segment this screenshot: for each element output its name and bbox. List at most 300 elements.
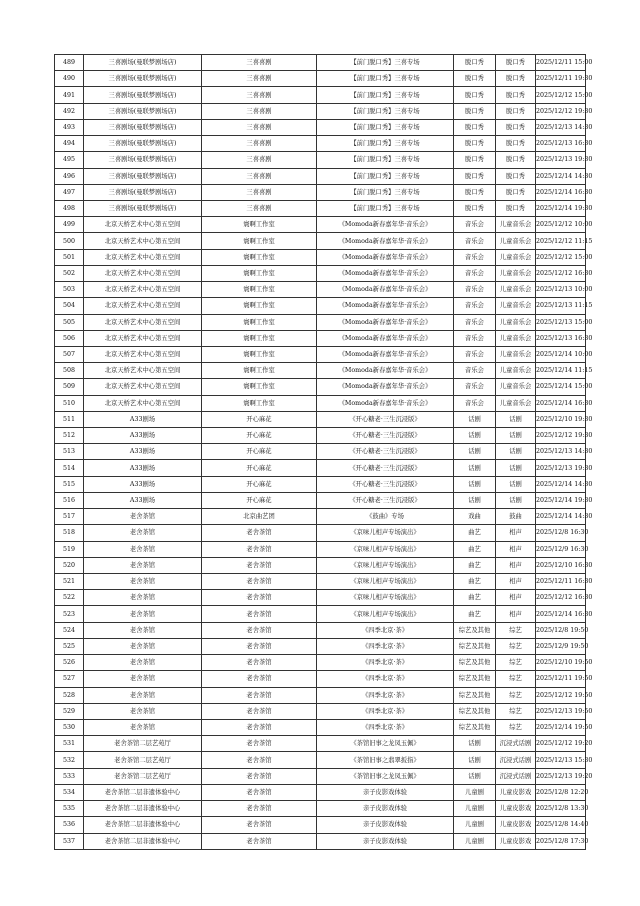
program-cell: 《京味儿相声专场演出》 bbox=[317, 541, 454, 557]
program-cell: 【前门脱口秀】三喜专场 bbox=[317, 168, 454, 184]
category-cell: 儿童剧 bbox=[454, 784, 496, 800]
subcategory-cell: 综艺 bbox=[496, 687, 536, 703]
venue-cell: 三喜剧场(曼联梦剧场店) bbox=[84, 119, 202, 135]
datetime-cell: 2025/12/13 19:20 bbox=[536, 768, 586, 784]
datetime-cell: 2025/12/13 11:15 bbox=[536, 298, 586, 314]
table-row bbox=[55, 476, 586, 492]
organizer-cell: 老舍茶馆 bbox=[202, 752, 317, 768]
organizer-cell: 寰啊工作室 bbox=[202, 298, 317, 314]
subcategory-cell: 脱口秀 bbox=[496, 200, 536, 216]
row-number: 494 bbox=[55, 136, 84, 152]
row-number: 509 bbox=[55, 379, 84, 395]
venue-cell: 老舍茶馆 bbox=[84, 606, 202, 622]
table-row bbox=[55, 55, 586, 71]
datetime-cell: 2025/12/13 10:00 bbox=[536, 282, 586, 298]
venue-cell: 老舍茶馆 bbox=[84, 622, 202, 638]
datetime-cell: 2025/12/14 16:30 bbox=[536, 184, 586, 200]
venue-cell: 三喜剧场(曼联梦剧场店) bbox=[84, 71, 202, 87]
organizer-cell: 三喜喜剧 bbox=[202, 103, 317, 119]
organizer-cell: 寰啊工作室 bbox=[202, 233, 317, 249]
table-row bbox=[55, 703, 586, 719]
organizer-cell: 三喜喜剧 bbox=[202, 119, 317, 135]
subcategory-cell: 话剧 bbox=[496, 476, 536, 492]
datetime-cell: 2025/12/14 15:00 bbox=[536, 379, 586, 395]
program-cell: 【前门脱口秀】三喜专场 bbox=[317, 87, 454, 103]
organizer-cell: 老舍茶馆 bbox=[202, 817, 317, 833]
row-number: 520 bbox=[55, 557, 84, 573]
category-cell: 综艺及其他 bbox=[454, 719, 496, 735]
program-cell: 【前门脱口秀】三喜专场 bbox=[317, 55, 454, 71]
subcategory-cell: 相声 bbox=[496, 574, 536, 590]
row-number: 536 bbox=[55, 817, 84, 833]
datetime-cell: 2025/12/8 13:30 bbox=[536, 801, 586, 817]
organizer-cell: 开心麻花 bbox=[202, 444, 317, 460]
program-cell: 亲子皮影戏体验 bbox=[317, 817, 454, 833]
row-number: 501 bbox=[55, 249, 84, 265]
subcategory-cell: 沉浸式话剧 bbox=[496, 768, 536, 784]
program-cell: 【前门脱口秀】三喜专场 bbox=[317, 200, 454, 216]
venue-cell: 三喜剧场(曼联梦剧场店) bbox=[84, 168, 202, 184]
program-cell: 【前门脱口秀】三喜专场 bbox=[317, 152, 454, 168]
subcategory-cell: 脱口秀 bbox=[496, 136, 536, 152]
datetime-cell: 2025/12/11 19:30 bbox=[536, 71, 586, 87]
category-cell: 音乐会 bbox=[454, 330, 496, 346]
category-cell: 脱口秀 bbox=[454, 103, 496, 119]
venue-cell: 北京天桥艺术中心第五空间 bbox=[84, 249, 202, 265]
category-cell: 音乐会 bbox=[454, 363, 496, 379]
venue-cell: 三喜剧场(曼联梦剧场店) bbox=[84, 136, 202, 152]
venue-cell: 北京天桥艺术中心第五空间 bbox=[84, 379, 202, 395]
subcategory-cell: 综艺 bbox=[496, 671, 536, 687]
row-number: 495 bbox=[55, 152, 84, 168]
subcategory-cell: 沉浸式话剧 bbox=[496, 752, 536, 768]
datetime-cell: 2025/12/8 14:40 bbox=[536, 817, 586, 833]
program-cell: 亲子皮影戏体验 bbox=[317, 833, 454, 849]
category-cell: 儿童剧 bbox=[454, 833, 496, 849]
venue-cell: 老舍茶馆二层非遗体验中心 bbox=[84, 801, 202, 817]
organizer-cell: 老舍茶馆 bbox=[202, 833, 317, 849]
program-cell: 《Momoda新春嘉年华·音乐会》 bbox=[317, 330, 454, 346]
datetime-cell: 2025/12/10 16:30 bbox=[536, 557, 586, 573]
program-cell: 《茶馆旧事之龙凤玉佩》 bbox=[317, 736, 454, 752]
program-cell: 【前门脱口秀】三喜专场 bbox=[317, 119, 454, 135]
subcategory-cell: 儿童音乐会 bbox=[496, 249, 536, 265]
subcategory-cell: 儿童音乐会 bbox=[496, 314, 536, 330]
program-cell: 【前门脱口秀】三喜专场 bbox=[317, 103, 454, 119]
subcategory-cell: 脱口秀 bbox=[496, 71, 536, 87]
table-row bbox=[55, 363, 586, 379]
row-number: 498 bbox=[55, 200, 84, 216]
datetime-cell: 2025/12/8 17:30 bbox=[536, 833, 586, 849]
organizer-cell: 三喜喜剧 bbox=[202, 87, 317, 103]
category-cell: 曲艺 bbox=[454, 541, 496, 557]
datetime-cell: 2025/12/13 15:30 bbox=[536, 752, 586, 768]
category-cell: 音乐会 bbox=[454, 217, 496, 233]
datetime-cell: 2025/12/14 19:50 bbox=[536, 719, 586, 735]
program-cell: 《四季北京·茶》 bbox=[317, 687, 454, 703]
organizer-cell: 三喜喜剧 bbox=[202, 184, 317, 200]
datetime-cell: 2025/12/13 19:30 bbox=[536, 460, 586, 476]
table-row bbox=[55, 492, 586, 508]
organizer-cell: 老舍茶馆 bbox=[202, 784, 317, 800]
program-cell: 《Momoda新春嘉年华·音乐会》 bbox=[317, 363, 454, 379]
row-number: 497 bbox=[55, 184, 84, 200]
category-cell: 曲艺 bbox=[454, 590, 496, 606]
organizer-cell: 北京曲艺团 bbox=[202, 509, 317, 525]
venue-cell: 北京天桥艺术中心第五空间 bbox=[84, 217, 202, 233]
organizer-cell: 三喜喜剧 bbox=[202, 71, 317, 87]
organizer-cell: 老舍茶馆 bbox=[202, 671, 317, 687]
row-number: 535 bbox=[55, 801, 84, 817]
subcategory-cell: 相声 bbox=[496, 590, 536, 606]
table-row bbox=[55, 817, 586, 833]
row-number: 515 bbox=[55, 476, 84, 492]
subcategory-cell: 儿童皮影戏 bbox=[496, 784, 536, 800]
table-row bbox=[55, 136, 586, 152]
subcategory-cell: 儿童皮影戏 bbox=[496, 801, 536, 817]
organizer-cell: 老舍茶馆 bbox=[202, 525, 317, 541]
table-row bbox=[55, 249, 586, 265]
subcategory-cell: 儿童皮影戏 bbox=[496, 833, 536, 849]
table-row bbox=[55, 330, 586, 346]
category-cell: 综艺及其他 bbox=[454, 687, 496, 703]
venue-cell: 老舍茶馆 bbox=[84, 703, 202, 719]
row-number: 534 bbox=[55, 784, 84, 800]
venue-cell: 老舍茶馆 bbox=[84, 525, 202, 541]
program-cell: 《开心糖老·三生沉浸版》 bbox=[317, 411, 454, 427]
venue-cell: 北京天桥艺术中心第五空间 bbox=[84, 330, 202, 346]
organizer-cell: 寰啊工作室 bbox=[202, 330, 317, 346]
table-row bbox=[55, 217, 586, 233]
category-cell: 话剧 bbox=[454, 444, 496, 460]
table-row bbox=[55, 606, 586, 622]
row-number: 493 bbox=[55, 119, 84, 135]
table-row bbox=[55, 768, 586, 784]
datetime-cell: 2025/12/14 14:30 bbox=[536, 168, 586, 184]
program-cell: 《开心糖老·三生沉浸版》 bbox=[317, 492, 454, 508]
organizer-cell: 寰啊工作室 bbox=[202, 363, 317, 379]
category-cell: 话剧 bbox=[454, 768, 496, 784]
datetime-cell: 2025/12/14 10:00 bbox=[536, 346, 586, 362]
subcategory-cell: 相声 bbox=[496, 606, 536, 622]
subcategory-cell: 综艺 bbox=[496, 622, 536, 638]
table-row bbox=[55, 622, 586, 638]
datetime-cell: 2025/12/9 16:30 bbox=[536, 541, 586, 557]
subcategory-cell: 儿童音乐会 bbox=[496, 346, 536, 362]
category-cell: 综艺及其他 bbox=[454, 703, 496, 719]
table-row bbox=[55, 346, 586, 362]
venue-cell: 老舍茶馆 bbox=[84, 719, 202, 735]
program-cell: 【前门脱口秀】三喜专场 bbox=[317, 71, 454, 87]
organizer-cell: 寰啊工作室 bbox=[202, 395, 317, 411]
venue-cell: 老舍茶馆二层艺苑厅 bbox=[84, 736, 202, 752]
subcategory-cell: 话剧 bbox=[496, 460, 536, 476]
table-row bbox=[55, 200, 586, 216]
datetime-cell: 2025/12/12 16:30 bbox=[536, 590, 586, 606]
category-cell: 曲艺 bbox=[454, 557, 496, 573]
row-number: 524 bbox=[55, 622, 84, 638]
organizer-cell: 老舍茶馆 bbox=[202, 719, 317, 735]
organizer-cell: 寰啊工作室 bbox=[202, 346, 317, 362]
program-cell: 《京味儿相声专场演出》 bbox=[317, 525, 454, 541]
venue-cell: 三喜剧场(曼联梦剧场店) bbox=[84, 103, 202, 119]
subcategory-cell: 话剧 bbox=[496, 411, 536, 427]
program-cell: 《茶馆旧事之龙凤玉佩》 bbox=[317, 768, 454, 784]
venue-cell: A33剧场 bbox=[84, 492, 202, 508]
program-cell: 【前门脱口秀】三喜专场 bbox=[317, 184, 454, 200]
category-cell: 话剧 bbox=[454, 492, 496, 508]
venue-cell: 北京天桥艺术中心第五空间 bbox=[84, 395, 202, 411]
subcategory-cell: 相声 bbox=[496, 525, 536, 541]
program-cell: 《Momoda新春嘉年华·音乐会》 bbox=[317, 265, 454, 281]
venue-cell: 老舍茶馆二层艺苑厅 bbox=[84, 752, 202, 768]
datetime-cell: 2025/12/13 19:50 bbox=[536, 703, 586, 719]
row-number: 499 bbox=[55, 217, 84, 233]
category-cell: 脱口秀 bbox=[454, 200, 496, 216]
category-cell: 脱口秀 bbox=[454, 55, 496, 71]
category-cell: 儿童剧 bbox=[454, 801, 496, 817]
subcategory-cell: 综艺 bbox=[496, 638, 536, 654]
row-number: 506 bbox=[55, 330, 84, 346]
organizer-cell: 开心麻花 bbox=[202, 492, 317, 508]
subcategory-cell: 儿童音乐会 bbox=[496, 379, 536, 395]
datetime-cell: 2025/12/8 19:50 bbox=[536, 622, 586, 638]
datetime-cell: 2025/12/13 14:30 bbox=[536, 119, 586, 135]
organizer-cell: 开心麻花 bbox=[202, 460, 317, 476]
organizer-cell: 老舍茶馆 bbox=[202, 638, 317, 654]
datetime-cell: 2025/12/14 11:15 bbox=[536, 363, 586, 379]
table-row bbox=[55, 103, 586, 119]
datetime-cell: 2025/12/12 19:20 bbox=[536, 736, 586, 752]
table-row bbox=[55, 752, 586, 768]
datetime-cell: 2025/12/13 14:30 bbox=[536, 444, 586, 460]
category-cell: 话剧 bbox=[454, 736, 496, 752]
category-cell: 儿童剧 bbox=[454, 817, 496, 833]
venue-cell: 北京天桥艺术中心第五空间 bbox=[84, 298, 202, 314]
table-row bbox=[55, 460, 586, 476]
venue-cell: A33剧场 bbox=[84, 444, 202, 460]
category-cell: 综艺及其他 bbox=[454, 622, 496, 638]
venue-cell: 北京天桥艺术中心第五空间 bbox=[84, 282, 202, 298]
datetime-cell: 2025/12/14 19:30 bbox=[536, 492, 586, 508]
table-row bbox=[55, 444, 586, 460]
datetime-cell: 2025/12/12 11:15 bbox=[536, 233, 586, 249]
venue-cell: 北京天桥艺术中心第五空间 bbox=[84, 346, 202, 362]
row-number: 508 bbox=[55, 363, 84, 379]
datetime-cell: 2025/12/14 19:30 bbox=[536, 200, 586, 216]
table-row bbox=[55, 784, 586, 800]
subcategory-cell: 儿童音乐会 bbox=[496, 330, 536, 346]
venue-cell: 老舍茶馆 bbox=[84, 509, 202, 525]
category-cell: 曲艺 bbox=[454, 574, 496, 590]
datetime-cell: 2025/12/8 12:20 bbox=[536, 784, 586, 800]
table-row bbox=[55, 233, 586, 249]
row-number: 502 bbox=[55, 265, 84, 281]
table-row bbox=[55, 379, 586, 395]
program-cell: 《四季北京·茶》 bbox=[317, 655, 454, 671]
row-number: 505 bbox=[55, 314, 84, 330]
table-row bbox=[55, 590, 586, 606]
venue-cell: 老舍茶馆二层非遗体验中心 bbox=[84, 833, 202, 849]
organizer-cell: 老舍茶馆 bbox=[202, 622, 317, 638]
table-row bbox=[55, 509, 586, 525]
category-cell: 话剧 bbox=[454, 428, 496, 444]
table-row bbox=[55, 801, 586, 817]
datetime-cell: 2025/12/12 19:30 bbox=[536, 428, 586, 444]
subcategory-cell: 话剧 bbox=[496, 428, 536, 444]
category-cell: 话剧 bbox=[454, 476, 496, 492]
table-row bbox=[55, 168, 586, 184]
subcategory-cell: 相声 bbox=[496, 557, 536, 573]
venue-cell: A33剧场 bbox=[84, 428, 202, 444]
subcategory-cell: 综艺 bbox=[496, 655, 536, 671]
venue-cell: 北京天桥艺术中心第五空间 bbox=[84, 233, 202, 249]
venue-cell: A33剧场 bbox=[84, 411, 202, 427]
organizer-cell: 寰啊工作室 bbox=[202, 314, 317, 330]
row-number: 507 bbox=[55, 346, 84, 362]
subcategory-cell: 话剧 bbox=[496, 444, 536, 460]
venue-cell: 北京天桥艺术中心第五空间 bbox=[84, 265, 202, 281]
venue-cell: 三喜剧场(曼联梦剧场店) bbox=[84, 87, 202, 103]
table-row bbox=[55, 638, 586, 654]
datetime-cell: 2025/12/12 19:30 bbox=[536, 103, 586, 119]
row-number: 523 bbox=[55, 606, 84, 622]
table-row bbox=[55, 428, 586, 444]
datetime-cell: 2025/12/13 16:30 bbox=[536, 330, 586, 346]
datetime-cell: 2025/12/9 19:50 bbox=[536, 638, 586, 654]
table-row bbox=[55, 525, 586, 541]
organizer-cell: 三喜喜剧 bbox=[202, 136, 317, 152]
row-number: 503 bbox=[55, 282, 84, 298]
category-cell: 音乐会 bbox=[454, 249, 496, 265]
datetime-cell: 2025/12/8 16:30 bbox=[536, 525, 586, 541]
program-cell: 《京味儿相声专场演出》 bbox=[317, 590, 454, 606]
datetime-cell: 2025/12/14 16:30 bbox=[536, 606, 586, 622]
category-cell: 综艺及其他 bbox=[454, 655, 496, 671]
table-row bbox=[55, 411, 586, 427]
datetime-cell: 2025/12/14 14:30 bbox=[536, 476, 586, 492]
program-cell: 《Momoda新春嘉年华·音乐会》 bbox=[317, 298, 454, 314]
row-number: 529 bbox=[55, 703, 84, 719]
datetime-cell: 2025/12/11 19:50 bbox=[536, 671, 586, 687]
program-cell: 《Momoda新春嘉年华·音乐会》 bbox=[317, 346, 454, 362]
row-number: 519 bbox=[55, 541, 84, 557]
category-cell: 音乐会 bbox=[454, 233, 496, 249]
organizer-cell: 寰啊工作室 bbox=[202, 249, 317, 265]
subcategory-cell: 脱口秀 bbox=[496, 184, 536, 200]
table-row bbox=[55, 574, 586, 590]
subcategory-cell: 沉浸式话剧 bbox=[496, 736, 536, 752]
table-row bbox=[55, 184, 586, 200]
datetime-cell: 2025/12/12 10:00 bbox=[536, 217, 586, 233]
row-number: 522 bbox=[55, 590, 84, 606]
table-row bbox=[55, 736, 586, 752]
row-number: 526 bbox=[55, 655, 84, 671]
row-number: 532 bbox=[55, 752, 84, 768]
venue-cell: A33剧场 bbox=[84, 476, 202, 492]
row-number: 525 bbox=[55, 638, 84, 654]
table-row bbox=[55, 395, 586, 411]
program-cell: 《Momoda新春嘉年华·音乐会》 bbox=[317, 379, 454, 395]
row-number: 511 bbox=[55, 411, 84, 427]
subcategory-cell: 脱口秀 bbox=[496, 103, 536, 119]
program-cell: 《京味儿相声专场演出》 bbox=[317, 574, 454, 590]
organizer-cell: 寰啊工作室 bbox=[202, 282, 317, 298]
row-number: 537 bbox=[55, 833, 84, 849]
row-number: 496 bbox=[55, 168, 84, 184]
subcategory-cell: 脱口秀 bbox=[496, 168, 536, 184]
datetime-cell: 2025/12/10 19:50 bbox=[536, 655, 586, 671]
venue-cell: 北京天桥艺术中心第五空间 bbox=[84, 314, 202, 330]
organizer-cell: 开心麻花 bbox=[202, 428, 317, 444]
category-cell: 音乐会 bbox=[454, 395, 496, 411]
table-row bbox=[55, 298, 586, 314]
table-row bbox=[55, 314, 586, 330]
table-row bbox=[55, 687, 586, 703]
venue-cell: 老舍茶馆 bbox=[84, 541, 202, 557]
row-number: 504 bbox=[55, 298, 84, 314]
category-cell: 音乐会 bbox=[454, 346, 496, 362]
program-cell: 《开心糖老·三生沉浸版》 bbox=[317, 444, 454, 460]
program-cell: 《开心糖老·三生沉浸版》 bbox=[317, 428, 454, 444]
organizer-cell: 三喜喜剧 bbox=[202, 168, 317, 184]
organizer-cell: 老舍茶馆 bbox=[202, 541, 317, 557]
datetime-cell: 2025/12/11 16:30 bbox=[536, 574, 586, 590]
venue-cell: 老舍茶馆 bbox=[84, 590, 202, 606]
row-number: 518 bbox=[55, 525, 84, 541]
subcategory-cell: 相声 bbox=[496, 541, 536, 557]
subcategory-cell: 儿童音乐会 bbox=[496, 395, 536, 411]
category-cell: 曲艺 bbox=[454, 606, 496, 622]
venue-cell: 老舍茶馆 bbox=[84, 574, 202, 590]
table-row bbox=[55, 152, 586, 168]
program-cell: 《鼓曲》专场 bbox=[317, 509, 454, 525]
row-number: 528 bbox=[55, 687, 84, 703]
program-cell: 《Momoda新春嘉年华·音乐会》 bbox=[317, 395, 454, 411]
program-cell: 《四季北京·茶》 bbox=[317, 671, 454, 687]
row-number: 510 bbox=[55, 395, 84, 411]
category-cell: 脱口秀 bbox=[454, 152, 496, 168]
organizer-cell: 老舍茶馆 bbox=[202, 687, 317, 703]
row-number: 489 bbox=[55, 55, 84, 71]
datetime-cell: 2025/12/12 19:50 bbox=[536, 687, 586, 703]
datetime-cell: 2025/12/12 16:30 bbox=[536, 265, 586, 281]
datetime-cell: 2025/12/13 16:30 bbox=[536, 136, 586, 152]
subcategory-cell: 脱口秀 bbox=[496, 119, 536, 135]
datetime-cell: 2025/12/14 14:30 bbox=[536, 509, 586, 525]
organizer-cell: 寰啊工作室 bbox=[202, 265, 317, 281]
program-cell: 《Momoda新春嘉年华·音乐会》 bbox=[317, 233, 454, 249]
category-cell: 脱口秀 bbox=[454, 119, 496, 135]
category-cell: 音乐会 bbox=[454, 314, 496, 330]
row-number: 517 bbox=[55, 509, 84, 525]
organizer-cell: 三喜喜剧 bbox=[202, 152, 317, 168]
venue-cell: 老舍茶馆 bbox=[84, 687, 202, 703]
category-cell: 音乐会 bbox=[454, 265, 496, 281]
datetime-cell: 2025/12/12 15:00 bbox=[536, 249, 586, 265]
subcategory-cell: 综艺 bbox=[496, 703, 536, 719]
row-number: 491 bbox=[55, 87, 84, 103]
category-cell: 话剧 bbox=[454, 752, 496, 768]
venue-cell: 老舍茶馆 bbox=[84, 638, 202, 654]
datetime-cell: 2025/12/11 15:00 bbox=[536, 55, 586, 71]
program-cell: 《四季北京·茶》 bbox=[317, 703, 454, 719]
venue-cell: 三喜剧场(曼联梦剧场店) bbox=[84, 152, 202, 168]
organizer-cell: 老舍茶馆 bbox=[202, 703, 317, 719]
program-cell: 亲子皮影戏体验 bbox=[317, 784, 454, 800]
organizer-cell: 老舍茶馆 bbox=[202, 574, 317, 590]
category-cell: 脱口秀 bbox=[454, 87, 496, 103]
